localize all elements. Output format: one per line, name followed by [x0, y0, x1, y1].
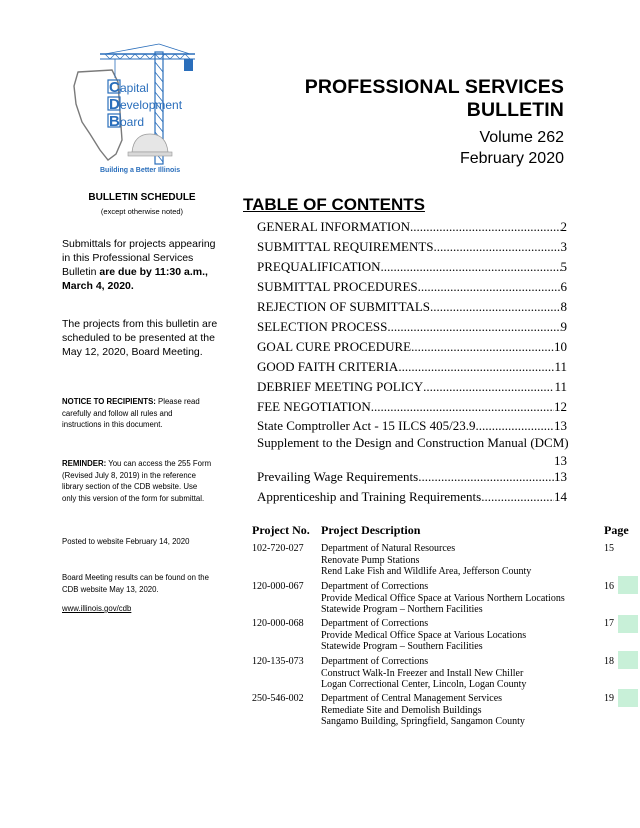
row-highlight-marker: [618, 576, 638, 594]
reminder-note: REMINDER: You can access the 255 Form (Revised July 8, 2019) in the reference library section of the CDB website. Use only this version of the form for submittal.: [62, 459, 212, 503]
svg-text:C: C: [109, 79, 120, 96]
svg-text:evelopment: evelopment: [120, 98, 183, 112]
schedule-title: BULLETIN SCHEDULE: [88, 192, 196, 203]
toc-item[interactable]: GENERAL INFORMATION ..... 2: [257, 219, 567, 237]
bulletin-volume: Volume 262: [479, 129, 564, 146]
toc-item[interactable]: SELECTION PROCESS ..... 9: [257, 319, 567, 337]
cdb-logo: [60, 42, 210, 182]
posted-date: Posted to website February 14, 2020: [62, 537, 190, 546]
toc-item[interactable]: Apprenticeship and Training Requirements ..... 14: [257, 489, 567, 507]
toc-item[interactable]: PREQUALIFICATION ..... 5: [257, 259, 567, 277]
notice-to-recipients: NOTICE TO RECIPIENTS: Please read carefully and follow all rules and instructions in this document.: [62, 397, 200, 430]
toc-item[interactable]: State Comptroller Act - 15 ILCS 405/23.9 ..... 13: [257, 418, 567, 436]
bulletin-title: PROFESSIONAL SERVICES BULLETIN: [304, 76, 564, 121]
logo-tagline: Building a Better Illinois: [100, 167, 181, 174]
toc-item[interactable]: SUBMITTAL PROCEDURES ..... 6: [257, 279, 567, 297]
toc-item[interactable]: REJECTION OF SUBMITTALS ..... 8: [257, 299, 567, 317]
cdb-website-link[interactable]: www.illinois.gov/cdb: [62, 604, 132, 613]
toc-heading: TABLE OF CONTENTS: [243, 195, 425, 214]
row-highlight-marker: [618, 689, 638, 707]
schedule-subtitle: (except otherwise noted): [100, 207, 184, 216]
bulletin-header: [204, 76, 564, 168]
row-highlight-marker: [618, 615, 638, 633]
svg-text:D: D: [109, 96, 120, 113]
toc-item[interactable]: GOOD FAITH CRITERIA ..... 11: [257, 359, 567, 377]
toc-item[interactable]: GOAL CURE PROCEDURE ..... 10: [257, 339, 567, 357]
svg-text:B: B: [109, 113, 120, 130]
row-highlight-marker: [618, 651, 638, 669]
toc-item[interactable]: FEE NEGOTIATION ..... 12: [257, 399, 567, 417]
col-header-project-no: Project No.: [252, 523, 310, 537]
col-header-page: Page: [604, 523, 629, 537]
board-meeting-note: The projects from this bulletin are scheduled to be presented at the May 12, 2020, Board Meeting.: [62, 318, 218, 358]
results-note: Board Meeting results can be found on the CDB website May 13, 2020.: [62, 573, 209, 594]
submittals-due-note: Submittals for projects appearing in this Professional Services Bulletin are due by 11:30 a.m., March 4, 2020.: [62, 238, 216, 292]
crane-logo-graphic: [60, 42, 210, 182]
toc-item[interactable]: Prevailing Wage Requirements ..... 13: [257, 469, 567, 487]
col-header-description: Project Description: [321, 523, 421, 537]
toc-item[interactable]: DEBRIEF MEETING POLICY ..... 11: [257, 379, 567, 397]
toc-item[interactable]: SUBMITTAL REQUIREMENTS ..... 3: [257, 239, 567, 257]
svg-text:apital: apital: [120, 81, 149, 95]
toc-item[interactable]: Supplement to the Design and Construction Manual (DCM) 13: [257, 435, 569, 468]
svg-text:oard: oard: [120, 115, 145, 129]
bulletin-date: February 2020: [459, 150, 564, 167]
